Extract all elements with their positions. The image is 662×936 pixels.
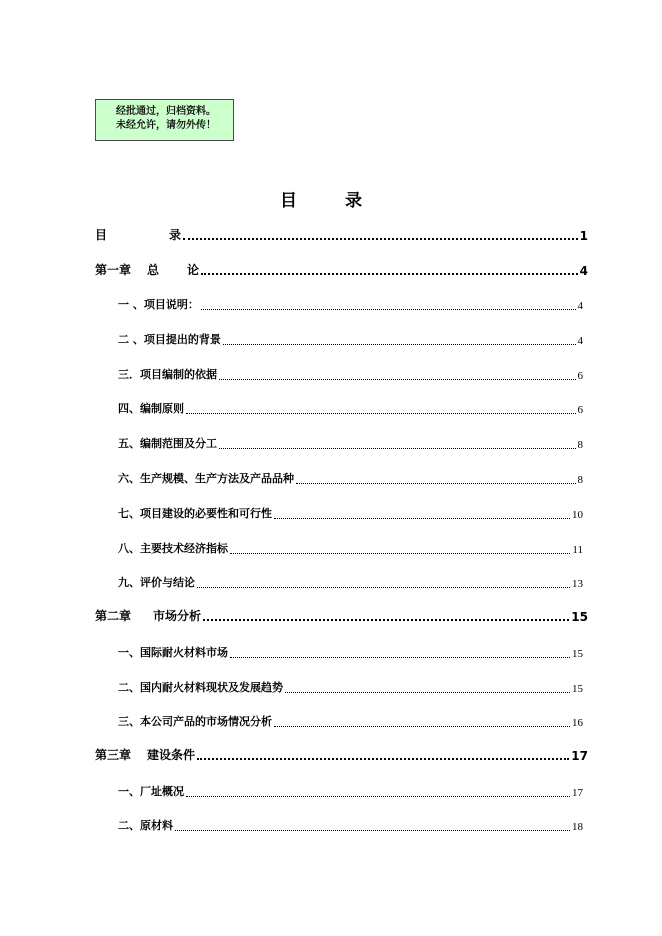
toc-page-number: 15: [572, 648, 583, 660]
dot-leader: [274, 518, 570, 519]
dot-leader: [219, 379, 576, 380]
toc-label: 建设条件: [147, 748, 196, 762]
toc-label: 一、国际耐火材料市场: [118, 646, 228, 659]
dot-leader: [219, 448, 576, 449]
toc-entry-chapter-3[interactable]: [95, 746, 588, 763]
toc-entry-section[interactable]: [118, 644, 583, 660]
toc-entry-chapter-2[interactable]: [95, 607, 588, 624]
toc-label: 六、生产规模、生产方法及产品品种: [118, 472, 294, 485]
toc-label: 三．项目编制的依据: [118, 368, 217, 381]
toc-entry-section[interactable]: [118, 713, 583, 729]
toc-label: 五、编制范围及分工: [118, 437, 217, 450]
toc-label: 三、本公司产品的市场情况分析: [118, 715, 272, 728]
toc-page-number: 17: [572, 787, 583, 799]
toc-page-number: 8: [577, 474, 583, 486]
toc-page-number: 6: [577, 370, 583, 382]
toc-page-number: 16: [572, 717, 583, 729]
dot-leader: [223, 344, 576, 345]
confidential-notice-box: [95, 99, 234, 141]
toc-entry-mulu[interactable]: [95, 226, 588, 243]
dot-leader: [201, 273, 578, 275]
toc-entry-section[interactable]: [118, 470, 583, 486]
toc-page-number: 4: [577, 335, 583, 347]
dot-leader: [175, 830, 570, 831]
toc-entry-section[interactable]: [118, 366, 583, 382]
title-char-1: 目: [280, 191, 297, 211]
dot-leader: [186, 796, 570, 797]
toc-entry-chapter-1[interactable]: [95, 261, 588, 278]
toc-label: 二 、项目提出的背景: [118, 333, 221, 346]
toc-entry-section[interactable]: [118, 505, 583, 521]
dot-leader: [274, 726, 570, 727]
toc-label: 七、项目建设的必要性和可行性: [118, 507, 272, 520]
toc-label: 录: [169, 228, 182, 242]
toc-page-number: 10: [572, 509, 583, 521]
toc-label: 市场分析: [153, 609, 202, 623]
dot-leader: [183, 238, 578, 240]
toc-page-number: 11: [572, 544, 583, 556]
dot-leader: [203, 619, 569, 621]
toc-page-number: 17: [571, 749, 588, 763]
dot-leader: [201, 309, 576, 310]
toc-label: 二、原材料: [118, 819, 173, 832]
title-char-2: 录: [345, 191, 362, 211]
dot-leader: [186, 413, 576, 414]
toc-entry-section[interactable]: [118, 400, 583, 416]
toc-page-number: 15: [572, 683, 583, 695]
dot-leader: [230, 657, 570, 658]
toc-label: 八、主要技术经济指标: [118, 542, 228, 555]
toc-label: 目: [95, 228, 108, 242]
toc-label: 九、评价与结论: [118, 576, 195, 589]
notice-line-2: 未经允许，请勿外传！: [116, 120, 216, 131]
dot-leader: [197, 587, 570, 588]
toc-page-number: 4: [577, 300, 583, 312]
toc-label: 第一章: [95, 263, 132, 277]
toc-entry-section[interactable]: [118, 679, 583, 695]
toc-entry-section[interactable]: [118, 574, 583, 590]
toc-label: 论: [187, 263, 200, 277]
toc-label: 一 、项目说明：: [118, 298, 199, 311]
dot-leader: [296, 483, 576, 484]
notice-line-1: 经批通过，归档资料。: [116, 106, 216, 117]
toc-page-number: 8: [577, 439, 583, 451]
toc-label: 一、厂址概况: [118, 785, 184, 798]
toc-entry-section[interactable]: [118, 435, 583, 451]
toc-page-number: 15: [571, 610, 588, 624]
toc-title: [280, 186, 362, 211]
dot-leader: [285, 692, 570, 693]
toc-page-number: 4: [579, 264, 588, 278]
toc-entry-section[interactable]: [118, 540, 583, 556]
dot-leader: [197, 758, 569, 760]
toc-entry-section[interactable]: [118, 296, 583, 312]
toc-entry-section[interactable]: [118, 783, 583, 799]
toc-entry-section[interactable]: [118, 331, 583, 347]
dot-leader: [230, 553, 570, 554]
toc-label: 四、编制原则: [118, 402, 184, 415]
toc-page-number: 1: [579, 229, 588, 243]
toc-label: 第二章: [95, 609, 132, 623]
toc-page-number: 18: [572, 821, 583, 833]
toc-page-number: 6: [577, 404, 583, 416]
toc-label: 二、国内耐火材料现状及发展趋势: [118, 681, 283, 694]
toc-label: 第三章: [95, 748, 132, 762]
toc-entry-section[interactable]: [118, 817, 583, 833]
toc-page-number: 13: [572, 578, 583, 590]
toc-label: 总: [147, 263, 160, 277]
